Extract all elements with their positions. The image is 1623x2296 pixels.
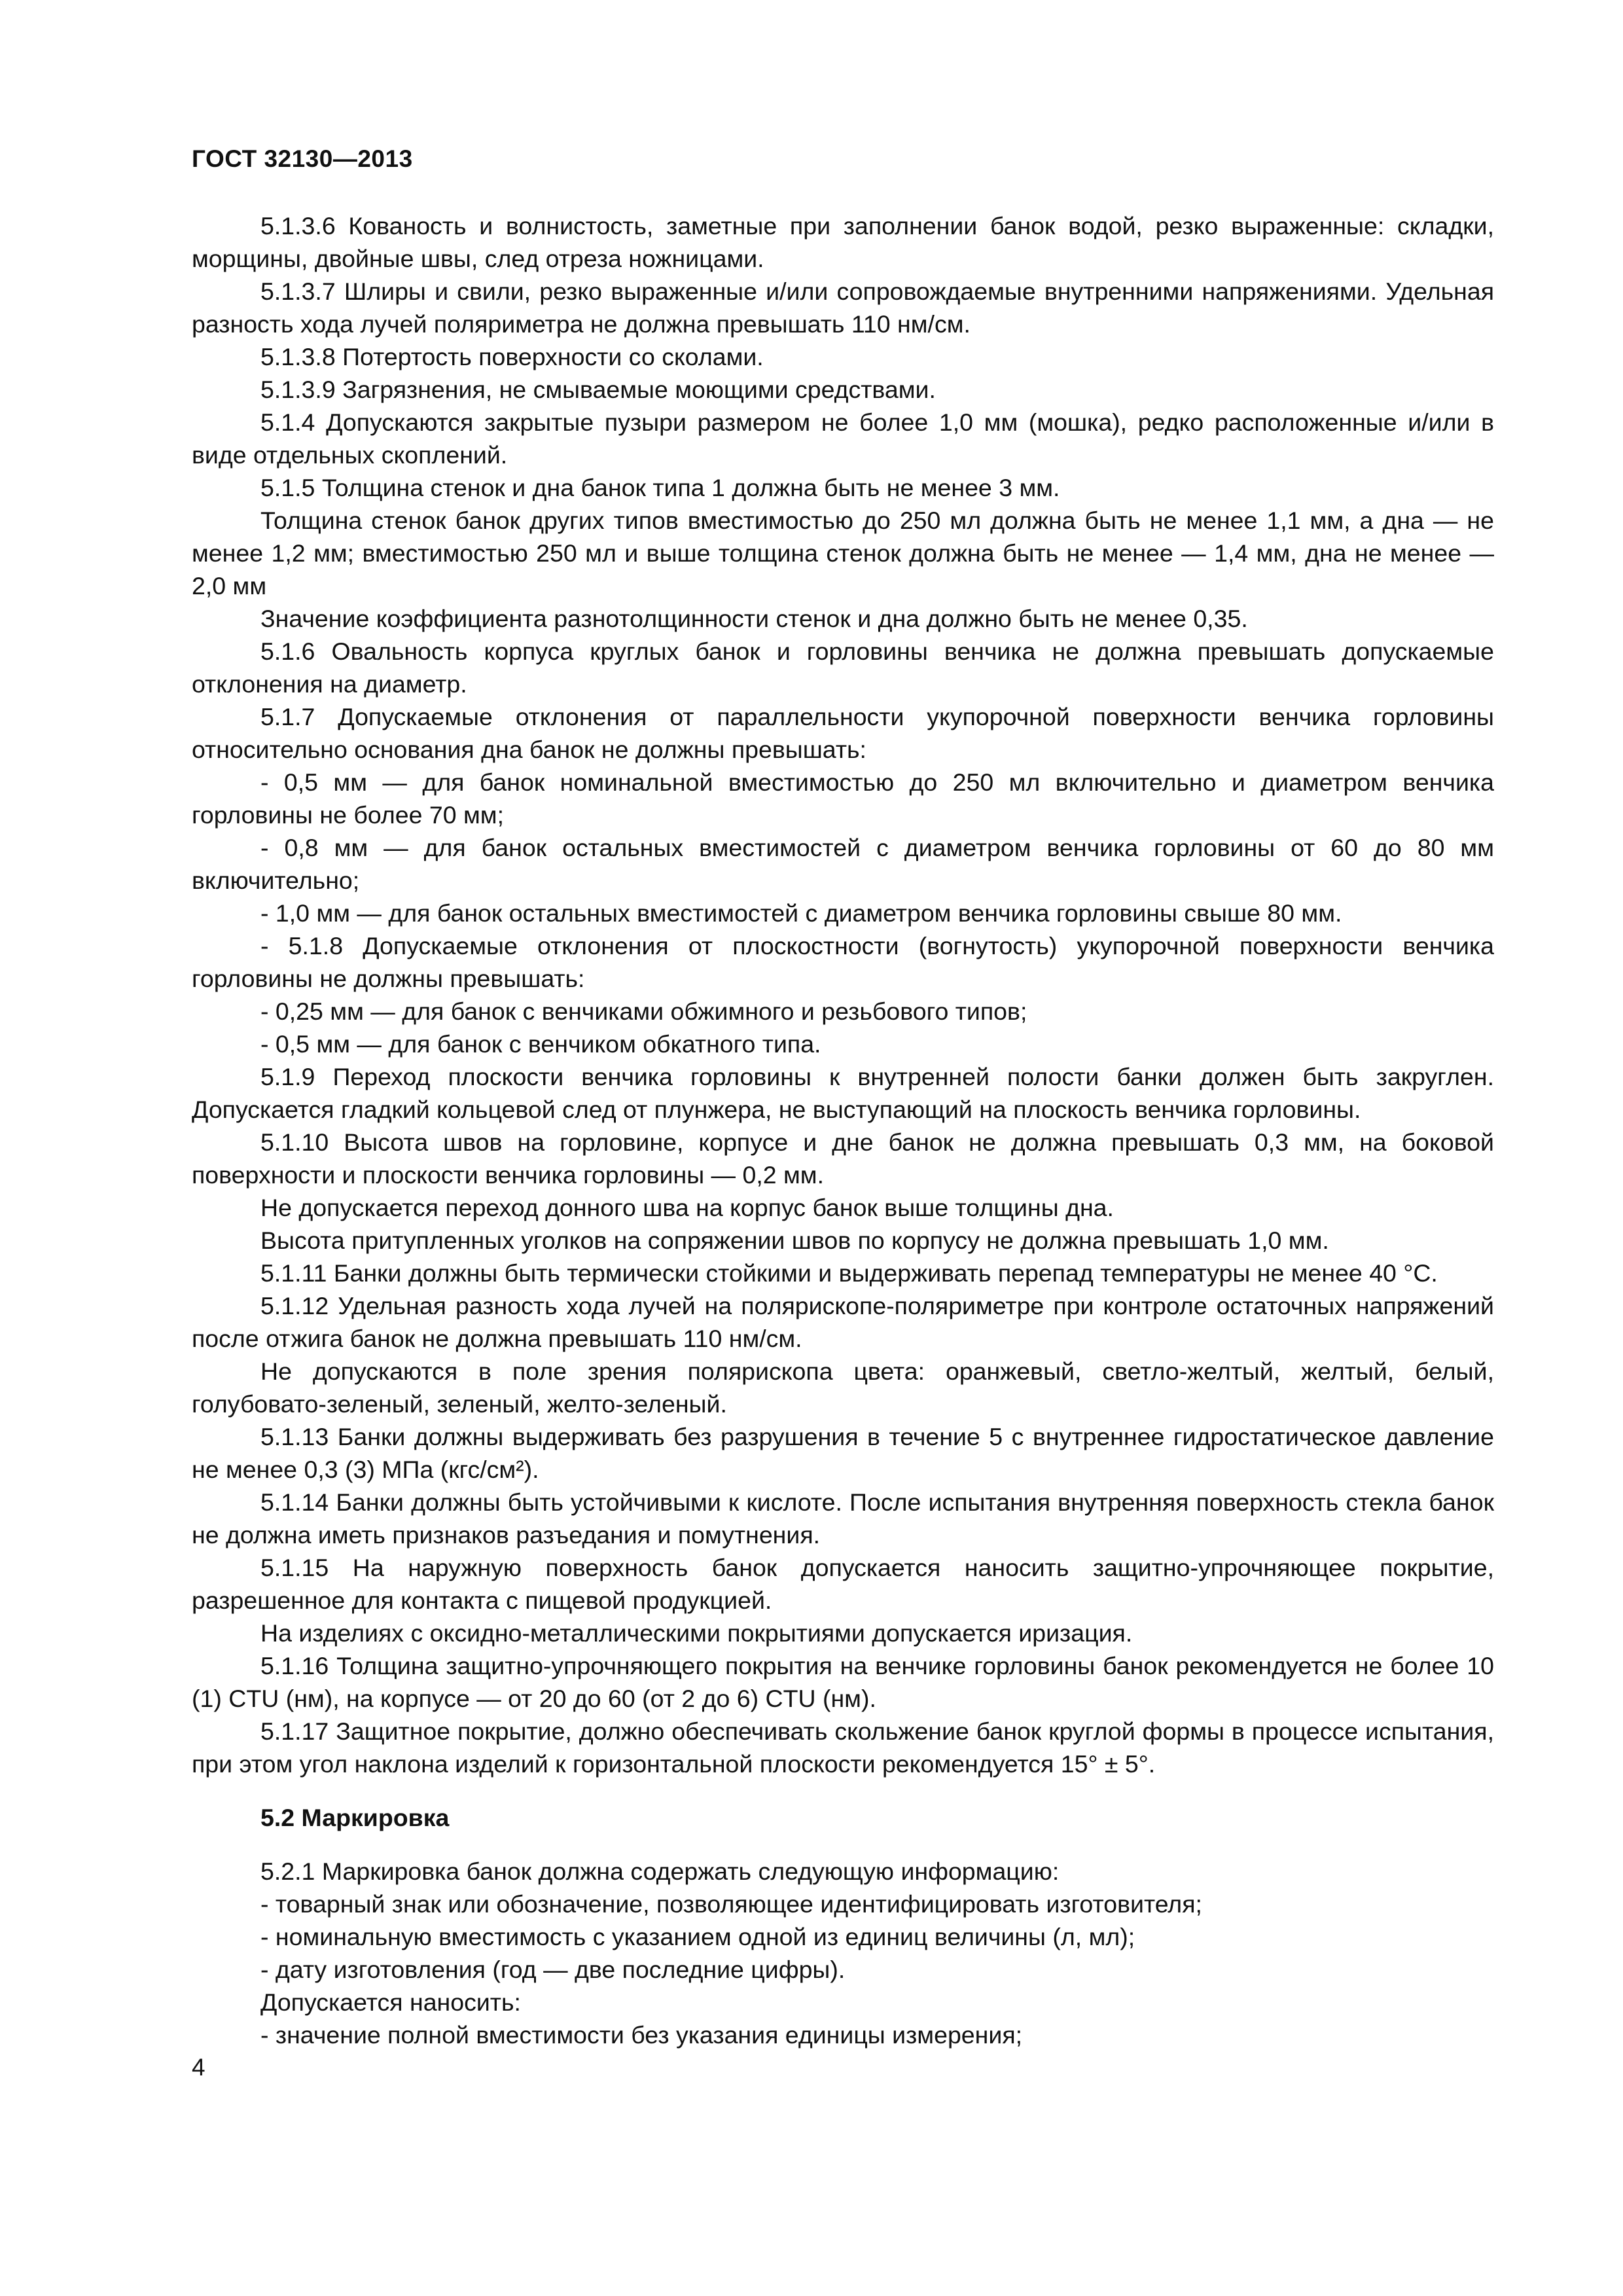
paragraph-wall-thickness: Толщина стенок банок других типов вместимостью до 250 мл должна быть не менее 1,1 мм, а дна — не менее 1,2 мм; вместимостью 250 мл и выше толщина стенок должна быть не менее — 1,4 мм, дна не менее — 2,0 мм xyxy=(192,507,1494,600)
paragraph-5-1-3-7: 5.1.3.7 Шлиры и свили, резко выраженные и/или сопровождаемые внутренними напряжениями. Удельная разность хода лучей поляриметра не должна превышать 110 нм/см. xyxy=(192,278,1494,338)
paragraph-5-1-6: 5.1.6 Овальность корпуса круглых банок и горловины венчика не должна превышать допускаемые отклонения на диаметр. xyxy=(192,637,1494,698)
paragraph-thickness-coefficient: Значение коэффициента разнотолщинности стенок и дна должно быть не менее 0,35. xyxy=(260,605,1248,632)
document-code-header: ГОСТ 32130—2013 xyxy=(192,145,413,172)
list-item-full-capacity: - значение полной вместимости без указания единицы измерения; xyxy=(260,2021,1023,2049)
paragraph-5-1-3-8: 5.1.3.8 Потертость поверхности со сколами. xyxy=(260,343,764,370)
paragraph-5-1-10: 5.1.10 Высота швов на горловине, корпусе и дне банок не должна превышать 0,3 мм, на боковой поверхности и плоскости венчика горловины — 0,2 мм. xyxy=(192,1128,1494,1189)
list-item-parallel-1-0: - 1,0 мм — для банок остальных вместимостей с диаметром венчика горловины свыше 80 мм. xyxy=(260,899,1342,927)
paragraph-polariscope-colors: Не допускаются в поле зрения полярископа цвета: оранжевый, светло-желтый, желтый, белый, голубовато-зеленый, зеленый, желто-зеленый. xyxy=(192,1357,1494,1418)
paragraph-iridescence: На изделиях с оксидно-металлическими покрытиями допускается иризация. xyxy=(260,1619,1133,1647)
list-item-flatness-0-5: - 0,5 мм — для банок с венчиком обкатного типа. xyxy=(260,1030,821,1058)
paragraph-5-2-1: 5.2.1 Маркировка банок должна содержать следующую информацию: xyxy=(260,1857,1060,1885)
document-body xyxy=(192,209,1494,2051)
paragraph-bottom-seam: Не допускается переход донного шва на корпус банок выше толщины дна. xyxy=(260,1194,1114,1221)
list-item-flatness-0-25: - 0,25 мм — для банок с венчиками обжимного и резьбового типов; xyxy=(260,997,1027,1025)
paragraph-5-1-5: 5.1.5 Толщина стенок и дна банок типа 1 должна быть не менее 3 мм. xyxy=(260,474,1060,501)
paragraph-5-1-14: 5.1.14 Банки должны быть устойчивыми к кислоте. После испытания внутренняя поверхность стекла банок не должна иметь признаков разъедания и помутнения. xyxy=(192,1488,1494,1549)
paragraph-5-1-7: 5.1.7 Допускаемые отклонения от параллельности укупорочной поверхности венчика горловины относительно основания дна банок не должны превышать: xyxy=(192,703,1494,763)
paragraph-5-1-12: 5.1.12 Удельная разность хода лучей на полярископе-поляриметре при контроле остаточных напряжений после отжига банок не должна превышать 110 нм/см. xyxy=(192,1292,1494,1352)
paragraph-5-1-11: 5.1.11 Банки должны быть термически стойкими и выдерживать перепад температуры не менее 40 °С. xyxy=(260,1259,1438,1287)
paragraph-5-1-13: 5.1.13 Банки должны выдерживать без разрушения в течение 5 с внутреннее гидростатическое давление не менее 0,3 (3) МПа (кгс/см²). xyxy=(192,1423,1494,1483)
list-item-nominal-capacity: - номинальную вместимость с указанием одной из единиц величины (л, мл); xyxy=(260,1923,1135,1950)
paragraph-5-1-8: - 5.1.8 Допускаемые отклонения от плоскостности (вогнутость) укупорочной поверхности венчика горловины не должны превышать: xyxy=(192,932,1494,992)
paragraph-5-1-4: 5.1.4 Допускаются закрытые пузыри размером не более 1,0 мм (мошка), редко расположенные и/или в виде отдельных скоплений. xyxy=(192,408,1494,469)
list-item-manufacture-date: - дату изготовления (год — две последние цифры). xyxy=(260,1956,846,1983)
section-heading-marking: 5.2 Маркировка xyxy=(260,1804,450,1831)
list-item-trademark: - товарный знак или обозначение, позволяющее идентифицировать изготовителя; xyxy=(260,1890,1202,1918)
paragraph-5-1-15: 5.1.15 На наружную поверхность банок допускается наносить защитно-упрочняющее покрытие, разрешенное для контакта с пищевой продукцией. xyxy=(192,1554,1494,1614)
page-number: 4 xyxy=(192,2054,205,2081)
paragraph-5-1-17: 5.1.17 Защитное покрытие, должно обеспечивать скольжение банок круглой формы в процессе испытания, при этом угол наклона изделий к горизонтальной плоскости рекомендуется 15° ± 5°. xyxy=(192,1717,1494,1778)
paragraph-5-1-3-9: 5.1.3.9 Загрязнения, не смываемые моющими средствами. xyxy=(260,376,936,403)
paragraph-5-1-16: 5.1.16 Толщина защитно-упрочняющего покрытия на венчике горловины банок рекомендуется не более 10 (1) CTU (нм), на корпусе — от 20 до 60 (от 2 до 6) CTU (нм). xyxy=(192,1652,1494,1712)
list-item-parallel-0-5: - 0,5 мм — для банок номинальной вместимостью до 250 мл включительно и диаметром венчика горловины не более 70 мм; xyxy=(192,768,1494,829)
paragraph-5-1-3-6: 5.1.3.6 Кованость и волнистость, заметные при заполнении банок водой, резко выраженные: складки, морщины, двойные швы, след отреза ножницами. xyxy=(192,212,1494,272)
list-item-parallel-0-8: - 0,8 мм — для банок остальных вместимостей с диаметром венчика горловины от 60 до 80 мм включительно; xyxy=(192,834,1494,894)
paragraph-5-1-9: 5.1.9 Переход плоскости венчика горловины к внутренней полости банки должен быть закруглен. Допускается гладкий кольцевой след от плунжера, не выступающий на плоскость венчика горловины. xyxy=(192,1063,1494,1123)
paragraph-blunted-corners: Высота притупленных уголков на сопряжении швов по корпусу не должна превышать 1,0 мм. xyxy=(260,1227,1329,1254)
paragraph-allowed-to-apply: Допускается наносить: xyxy=(260,1988,521,2016)
